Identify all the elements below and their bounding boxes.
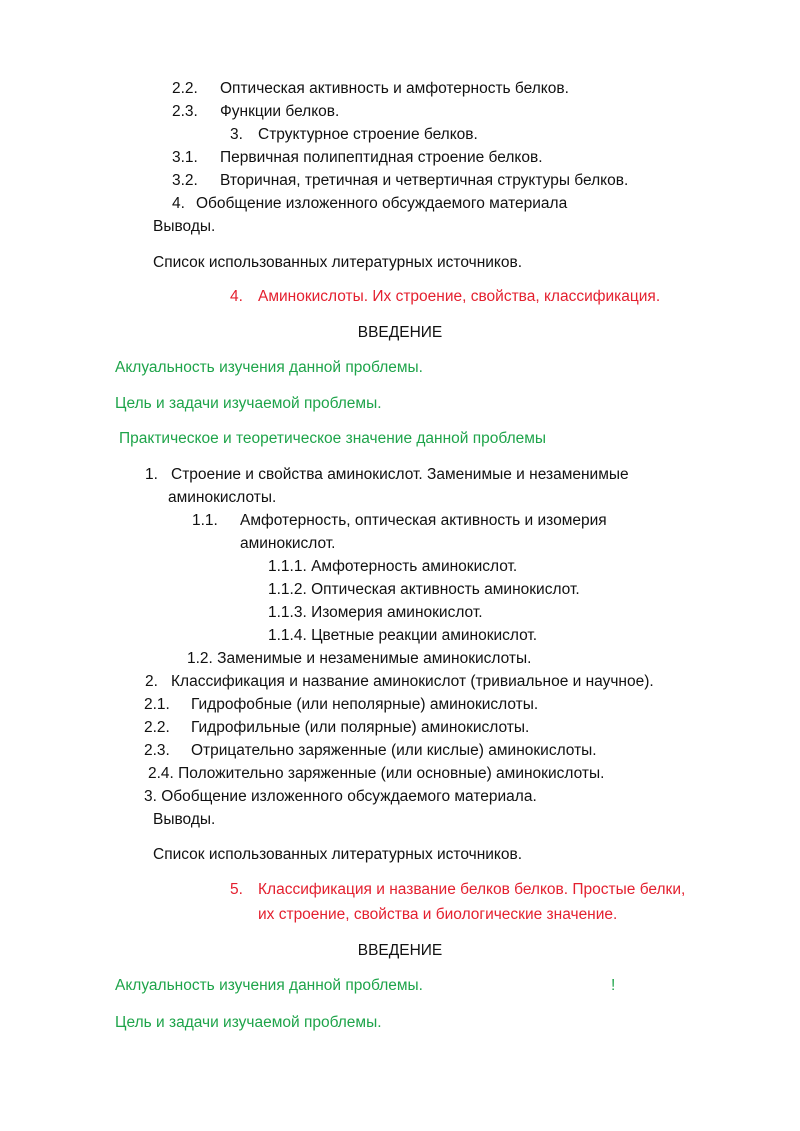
outline-item-continuation: аминокислот. — [240, 535, 336, 552]
relevance-line: Аклуальность изучения данной проблемы. — [115, 359, 423, 376]
relevance-line: Аклуальность изучения данной проблемы. — [115, 977, 423, 994]
outline-item: 1.1. Амфотерность, оптическая активность и изомерия — [192, 512, 607, 529]
outline-item: 1.1.4. Цветные реакции аминокислот. — [268, 627, 538, 644]
section-title-continuation: их строение, свойства и биологические значение. — [258, 906, 618, 923]
outline-item: 3. Структурное строение белков. — [230, 126, 478, 143]
outline-item: 2.2. Оптическая активность и амфотерность белков. — [172, 80, 569, 97]
exclamation-mark: ! — [611, 977, 616, 994]
outline-item: 1.1.1. Амфотерность аминокислот. — [268, 558, 518, 575]
conclusions-heading: Выводы. — [153, 811, 216, 828]
outline-item: 3. Обобщение изложенного обсуждаемого материала. — [144, 788, 537, 805]
outline-item: 3.1. Первичная полипептидная строение белков. — [172, 149, 543, 166]
outline-item: 2.2. Гидрофильные (или полярные) аминокислоты. — [144, 719, 530, 736]
outline-item: 1.1.2. Оптическая активность аминокислот. — [268, 581, 580, 598]
outline-item-continuation: аминокислоты. — [168, 489, 277, 506]
outline-item: 2.3. Функции белков. — [172, 103, 340, 120]
outline-item: 4. Обобщение изложенного обсуждаемого материала — [172, 195, 568, 212]
outline-item: 1. Строение и свойства аминокислот. Заменимые и незаменимые — [145, 466, 629, 483]
references-heading: Список использованных литературных источников. — [153, 846, 523, 863]
outline-item: 2.1. Гидрофобные (или неполярные) аминокислоты. — [144, 696, 539, 713]
introduction-heading: ВВЕДЕНИЕ — [357, 324, 443, 341]
goals-line: Цель и задачи изучаемой проблемы. — [115, 395, 382, 412]
section-title: 4. Аминокислоты. Их строение, свойства, классификация. — [230, 288, 661, 305]
significance-line: Практическое и теоретическое значение данной проблемы — [119, 430, 547, 447]
goals-line: Цель и задачи изучаемой проблемы. — [115, 1014, 382, 1031]
references-heading: Список использованных литературных источников. — [153, 254, 523, 271]
section-title: 5. Классификация и название белков белков. Простые белки, — [230, 881, 686, 898]
conclusions-heading: Выводы. — [153, 218, 216, 235]
outline-item: 1.2. Заменимые и незаменимые аминокислоты. — [187, 650, 532, 667]
outline-item: 2.4. Положительно заряженные (или основные) аминокислоты. — [148, 765, 605, 782]
outline-item: 2. Классификация и название аминокислот (тривиальное и научное). — [145, 673, 654, 690]
outline-item: 2.3. Отрицательно заряженные (или кислые) аминокислоты. — [144, 742, 597, 759]
introduction-heading: ВВЕДЕНИЕ — [357, 942, 443, 959]
outline-item: 3.2. Вторичная, третичная и четвертичная структуры белков. — [172, 172, 629, 189]
outline-item: 1.1.3. Изомерия аминокислот. — [268, 604, 483, 621]
